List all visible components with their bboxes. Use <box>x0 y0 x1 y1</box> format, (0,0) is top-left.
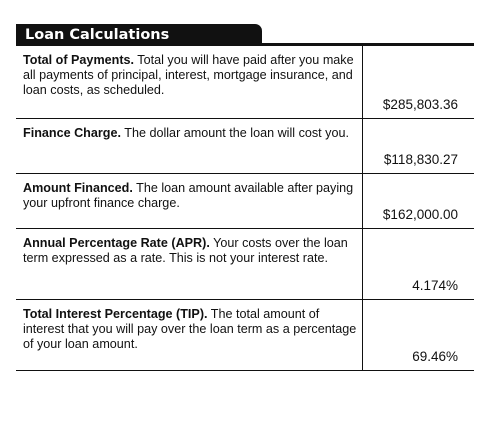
row-value: $162,000.00 <box>362 173 474 228</box>
table-row-apr <box>16 228 474 299</box>
description-cell <box>16 228 362 299</box>
row-value: 4.174% <box>362 228 474 299</box>
section-title: Loan Calculations <box>16 24 262 46</box>
row-term: Annual Percentage Rate (APR). <box>23 235 210 250</box>
row-description: The dollar amount the loan will cost you. <box>120 125 349 140</box>
row-description: Total you will have paid after you make all payments of principal, interest, mortgage insurance, and loan costs, as scheduled. <box>23 53 354 97</box>
loan-calculations-section <box>16 24 474 371</box>
row-term: Finance Charge. <box>23 125 121 140</box>
row-term: Total Interest Percentage (TIP). <box>23 306 208 321</box>
section-header <box>16 24 474 46</box>
description-cell <box>16 173 362 228</box>
loan-calculations-table <box>16 46 474 371</box>
row-value: $118,830.27 <box>362 118 474 173</box>
row-term: Total of Payments. <box>23 53 135 67</box>
table-row-amount-financed <box>16 173 474 228</box>
row-description: The total amount of interest that you will pay over the loan term as a percentage of your loan amount. <box>23 306 357 351</box>
header-rule <box>16 43 474 46</box>
table-row-tip <box>16 299 474 370</box>
description-cell <box>16 299 362 370</box>
row-value: 69.46% <box>362 299 474 370</box>
row-description: The loan amount available after paying your upfront finance charge. <box>23 180 354 210</box>
row-description: Your costs over the loan term expressed as a rate. This is not your interest rate. <box>23 235 348 265</box>
row-value: $285,803.36 <box>362 46 474 118</box>
table-row-finance-charge <box>16 118 474 173</box>
description-cell <box>16 118 362 173</box>
description-cell <box>16 46 362 118</box>
row-term: Amount Financed. <box>23 180 133 195</box>
table-row-total-of-payments <box>16 46 474 118</box>
